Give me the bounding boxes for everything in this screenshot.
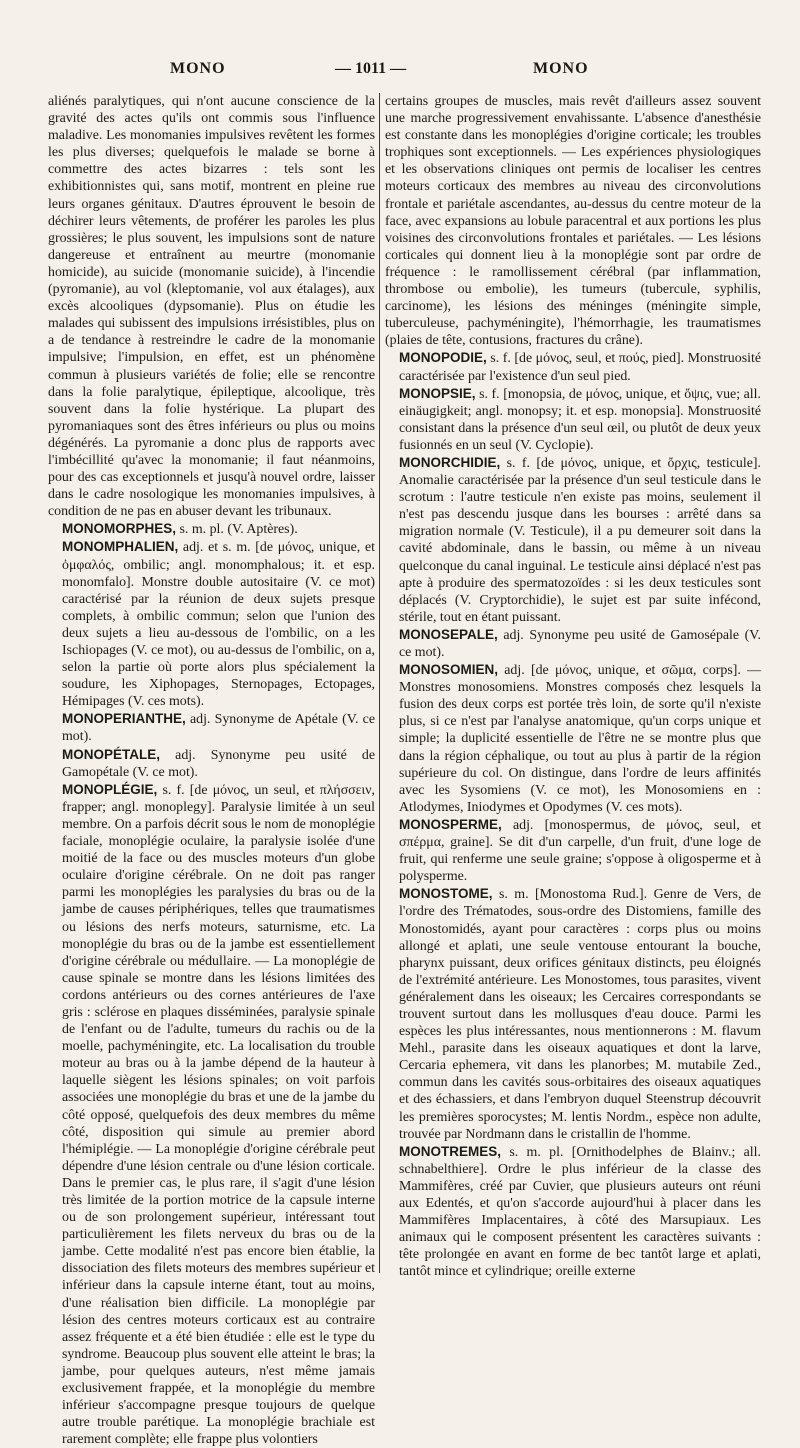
- dictionary-entry: [48, 520, 375, 538]
- entry-headword: MONOSTOME,: [399, 886, 493, 902]
- entry-definition: s. m. pl. (V. Aptères).: [176, 522, 298, 538]
- column-divider: [379, 93, 380, 1273]
- dictionary-entry: [48, 710, 375, 745]
- entry-headword: MONORCHIDIE,: [399, 454, 501, 470]
- left-column: [48, 93, 375, 1448]
- dictionary-entry: [48, 538, 375, 710]
- entry-definition: s. f. [de μόνος, seul, et πούς, pied]. Monstruosité caractérisée par l'existence d'un seul pied.: [399, 351, 761, 384]
- entry-headword: MONOPODIE,: [399, 350, 487, 366]
- page-number: — 1011 —: [335, 60, 407, 77]
- dictionary-entry: [385, 885, 761, 1142]
- entry-definition: s. f. [de μόνος, unique, et ὄρχις, testicule]. Anomalie caractérisée par la présence d'un seul testicule dans le scrotum : l'autre testicule n'en existe pas moins, seulement il n'est pas descendu jusque dans les bourses : arrêté dans sa migration normale (V. Testicule), il a pu demeurer soit dans la cavité abdominale, dans le bassin, ou même à un niveau quelconque du canal inguinal. Le testicule ainsi déplacé n'est pas apte à produire des spermatozoïdes : si les deux testicules sont déplacés (V. Cryptorchidie), le sujet est par suite infécond, stérile, tout en étant puissant.: [399, 455, 761, 625]
- entry-definition: s. f. [de μόνος, un seul, et πλήσσειν, frapper; angl. monoplegy]. Paralysie limitée à un seul membre. On a parfois décrit sous le nom de monoplégie faciale, monoplégie oculaire, la paralysie isolée d'une moitié de la face ou des muscles moteurs d'un globe oculaire d'origine cérébrale. On ne doit pas ranger parmi les monoplégies les paralysies du bras ou de la jambe de causes périphériques, telles que traumatismes ou lésions des nerfs moteurs, saturnisme, etc. La monoplégie du bras ou de la jambe est essentiellement d'origine cérébrale ou médullaire. — La monoplégie de cause spinale se montre dans les lésions limitées des cordons antérieurs ou des cornes antérieures de l'axe gris : sclérose en plaques disséminées, paralysie spinale de l'enfant ou de l'adulte, tumeurs du rachis ou de la moelle, pachyméningite, etc. La localisation du trouble moteur au bras ou à la jambe dépend de la hauteur à laquelle siègent les lésions spinales; on voit parfois associées une monoplégie du bras et une de la jambe du côté opposé, quelquefois des deux membres du même côté, disposition qui simule au premier abord l'hémiplégie. — La monoplégie d'origine cérébrale peut dépendre d'une lésion centrale ou d'une lésion corticale. Dans le premier cas, le plus rare, il s'agit d'une lésion très limitée de la portion motrice de la capsule interne ou de son prolongement supérieur, intéressant tout particulièrement les filets nerveux du bras ou de la jambe. Cette modalité n'est pas encore bien établie, la dissociation des filets moteurs des membres supérieur et inférieur dans la capsule interne étant, tout au moins, d'une réalisation bien difficile. La monoplégie par lésion des centres moteurs corticaux est au contraire assez fréquente et a été bien étudiée : elle est le type du syndrome. Beaucoup plus souvent elle atteint le bras; la jambe, pour quelques auteurs, n'est même jamais exclusivement frappée, et la monoplégie du membre inférieur s'accompagne presque toujours de quelque autre trouble parétique. La monoplégie brachiale est rarement complète; elle frappe plus volontiers: [62, 782, 375, 1448]
- entry-headword: MONOPERIANTHE,: [62, 711, 186, 727]
- dictionary-entry: [385, 454, 761, 626]
- entry-headword: MONOPLÉGIE,: [62, 781, 158, 797]
- entry-headword: MONOSOMIEN,: [399, 662, 499, 678]
- entry-definition: adj. [de μόνος, unique, et σῶμα, corps]. —Monstres monosomiens. Monstres composés chez lesquels la fusion des deux corps est portée très loin, de sorte qu'il n'existe plus, si ce n'est par l'analyse anatomique, qu'un corps unique et simple; la duplicité essentielle de l'être ne se montre plus que dans la région céphalique, ou tout au plus à partir de la région supérieure du col. On distingue, dans l'ordre de leurs affinités avec les Sysomiens (V. ce mot), les Monosomiens en : Atlodymes, Iniodymes et Opodymes (V. ces mots).: [399, 663, 761, 815]
- entry-headword: MONOTREMES,: [399, 1143, 502, 1159]
- running-head-left: MONO: [170, 60, 226, 77]
- entry-headword: MONOMORPHES,: [62, 521, 177, 537]
- continued-paragraph: [385, 93, 761, 349]
- entry-definition: s. f. [monopsia, de μόνος, unique, et ὄψις, vue; all. einäugigkeit; angl. monopsy; it. et esp. monopsia]. Monstruosité consistant dans la présence d'un seul œil, ou plutôt de deux yeux fusionnés en un seul (V. Cyclopie).: [399, 386, 761, 453]
- entry-definition: adj. et s. m. [de μόνος, unique, et ὀμφαλός, ombilic; angl. monomphalous; it. et esp. monomfalo]. Monstre double autositaire (V. ce mot) caractérisé par la réunion de deux sujets presque complets, à ombilic commun; selon que l'union des deux sujets a lieu au-dessous de l'ombilic, on a les Ischiopages (V. ce mot), ou au-dessus de l'ombilic, on a, selon la partie où porte alors plus spécialement la soudure, les Xiphopages, Sternopages, Ectopages, Hémipages (V. ces mots).: [62, 540, 375, 710]
- entry-headword: MONOSPERME,: [399, 816, 502, 832]
- entry-headword: MONOPSIE,: [399, 385, 476, 401]
- right-column: [385, 93, 761, 1280]
- entry-definition: adj. [monospermus, de μόνος, seul, et σπέρμα, graine]. Se dit d'un carpelle, d'un fruit, d'une loge de fruit, qui renferme une seule graine; s'oppose à oligosperme et à polysperme.: [399, 817, 761, 885]
- paragraph-text: aliénés paralytiques, qui n'ont aucune conscience de la gravité des actes qu'ils ont commis sous l'influence maladive. Les monomanies impulsives revêtent les formes les plus diverses; quelquefois le malade se borne à commettre des actes bizarres : tels sont les exhibitionnistes qui, sans motif, montrent en pleine rue leurs organes génitaux. D'autres éprouvent le besoin de déchirer leurs vêtements, de proférer les paroles les plus grossières; le plus souvent, les impulsions sont de nature dangereuse et entraînent au meurtre (monomanie homicide), au suicide (monomanie suicide), à l'incendie (pyromanie), au vol (kleptomanie, vol aux étalages), aux excès alcooliques (dypsomanie). Plus on étudie les malades qui subissent des impulsions irrésistibles, plus on a de tendance à restreindre le cadre de la monomanie impulsive; l'impulsion, en effet, est un phénomène commun à plusieurs variétés de folie; elle se rencontre dans la folie paralytique, épileptique, alcoolique, très souvent dans la folie hystérique. La plupart des pyromaniaques sont des êtres inférieurs ou plus ou moins dégénérés. La pyromanie a donc plus de rapports avec l'imbécillité qu'avec la monomanie; il faut néanmoins, pour des cas exceptionnels et jusqu'à nouvel ordre, laisser dans le cadre nosologique les monomanies impulsives, à condition de ne pas en abuser devant les tribunaux.: [48, 94, 375, 520]
- entry-definition: adj. Synonyme peu usité de Gamosépale (V. ce mot).: [399, 627, 761, 660]
- dictionary-entry: [385, 816, 761, 885]
- entry-definition: adj. Synonyme peu usité de Gamopétale (V. ce mot).: [62, 747, 375, 780]
- dictionary-entry: [385, 385, 761, 454]
- entry-headword: MONOMPHALIEN,: [62, 539, 179, 555]
- paragraph-text: certains groupes de muscles, mais revêt d'ailleurs assez souvent une marche progressivement envahissante. L'absence d'anesthésie est constante dans les monoplégies d'origine corticale; les troubles trophiques sont exceptionnels. — Les expériences physiologiques et les observations cliniques ont permis de localiser les centres moteurs corticaux des membres au niveau des circonvolutions frontale et pariétale ascendantes, au-dessus du centre moteur de la face, avec expansions au lobule paracentral et aux portions les plus voisines des circonvolutions frontales et pariétales. — Les lésions corticales qui donnent lieu à la monoplégie sont par ordre de fréquence : le ramollissement cérébral (par inflammation, thrombose ou embolie), les tumeurs (tubercule, syphilis, carcinome), les lésions des méninges (méningite simple, tuberculeuse, pachyméningite), l'hémorrhagie, les traumatismes (plaies de tête, contusions, fractures du crâne).: [385, 94, 761, 349]
- page-header: [0, 60, 800, 90]
- dictionary-entry: [48, 781, 375, 1448]
- dictionary-entry: [385, 349, 761, 384]
- entry-headword: MONOSEPALE,: [399, 626, 498, 642]
- continued-paragraph: [48, 93, 375, 520]
- entry-definition: s. m. [Monostoma Rud.]. Genre de Vers, de l'ordre des Trématodes, sous-ordre des Distomiens, famille des Monostomidés, ayant pour caractères : corps plus ou moins allongé et aplati, une seule ventouse entourant la bouche, pharynx puissant, deux orifices génitaux distincts, peu éloignés de l'extrémité antérieure. Les Monostomes, tous parasites, vivent généralement dans les oiseaux; les Cercaires correspondants se trouvent surtout dans les mollusques d'eau douce. Parmi les espèces les plus intéressantes, nous mentionnerons : M. flavum Mehl., parasite dans les oiseaux aquatiques et dont la larve, Cercaria ephemera, vit dans les planorbes; M. mutabile Zed., commun dans les cavités sous-orbitaires des oiseaux aquatiques et des échassiers, et dans l'embryon duquel Steenstrup découvrit les premières sporocystes; M. lentis Nordm., espèce non adulte, trouvée par Nordmann dans le cristallin de l'homme.: [399, 887, 761, 1142]
- dictionary-entry: [385, 661, 761, 816]
- dictionary-entry: [385, 626, 761, 661]
- entry-headword: MONOPÉTALE,: [62, 746, 161, 762]
- dictionary-entry: [385, 1143, 761, 1281]
- dictionary-entry: [48, 746, 375, 781]
- entry-definition: s. m. pl. [Ornithodelphes de Blainv.; all. schnabelthiere]. Ordre le plus inférieur de la classe des Mammifères, créé par Cuvier, que plusieurs auteurs ont réuni aux Edentés, et qu'on s'accorde aujourd'hui à placer dans les Mammifères Implacentaires, à côté des Marsupiaux. Les animaux qui le composent présentent les caractères suivants : tête prolongée en avant en forme de bec tantôt large et aplati, tantôt mince et cylindrique; oreille externe: [399, 1144, 761, 1280]
- running-head-right: MONO: [533, 60, 589, 77]
- entry-definition: adj. Synonyme de Apétale (V. ce mot).: [62, 712, 375, 745]
